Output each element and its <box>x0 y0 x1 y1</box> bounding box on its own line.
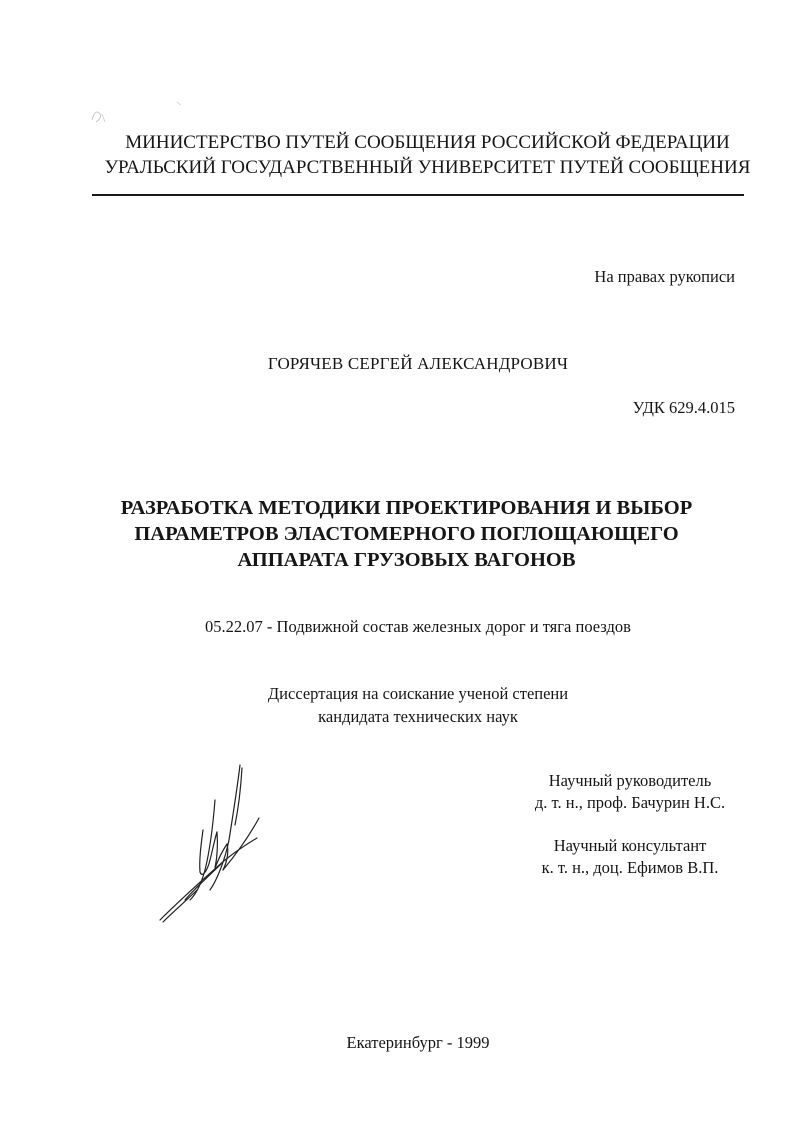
consultant-block <box>490 835 770 879</box>
ministry-name: МИНИСТЕРСТВО ПУТЕЙ СООБЩЕНИЯ РОССИЙСКОЙ ФЕДЕРАЦИИ <box>125 132 730 153</box>
title-line-1: РАЗРАБОТКА МЕТОДИКИ ПРОЕКТИРОВАНИЯ И ВЫБОР <box>120 497 693 519</box>
consultant-name: к. т. н., доц. Ефимов В.П. <box>541 858 719 877</box>
title-line-2: ПАРАМЕТРОВ ЭЛАСТОМЕРНОГО ПОГЛОЩАЮЩЕГО <box>134 523 679 545</box>
manuscript-note: На правах рукописи <box>594 267 735 286</box>
title-line-3: АППАРАТА ГРУЗОВЫХ ВАГОНОВ <box>237 549 576 571</box>
university-name: УРАЛЬСКИЙ ГОСУДАРСТВЕННЫЙ УНИВЕРСИТЕТ ПУТЕЙ СООБЩЕНИЯ <box>104 157 751 178</box>
faint-scan-marks <box>82 90 192 130</box>
dissertation-title <box>60 495 753 573</box>
supervisor-name: д. т. н., проф. Бачурин Н.С. <box>534 793 726 812</box>
author-name: ГОРЯЧЕВ СЕРГЕЙ АЛЕКСАНДРОВИЧ <box>267 354 569 373</box>
consultant-role: Научный консультант <box>553 836 707 855</box>
specialty-code: 05.22.07 - Подвижной состав железных дорог и тяга поездов <box>205 617 631 636</box>
handwritten-signature <box>155 760 265 925</box>
degree-line-2: кандидата технических наук <box>318 707 518 726</box>
udc-code: УДК 629.4.015 <box>632 398 735 417</box>
supervisor-role: Научный руководитель <box>548 771 712 790</box>
supervisor-block <box>490 770 770 814</box>
institution-header <box>60 130 793 180</box>
header-divider <box>92 194 744 196</box>
degree-line-1: Диссертация на соискание ученой степени <box>267 684 569 703</box>
degree-statement <box>0 682 793 728</box>
city-and-year: Екатеринбург - 1999 <box>346 1033 490 1052</box>
